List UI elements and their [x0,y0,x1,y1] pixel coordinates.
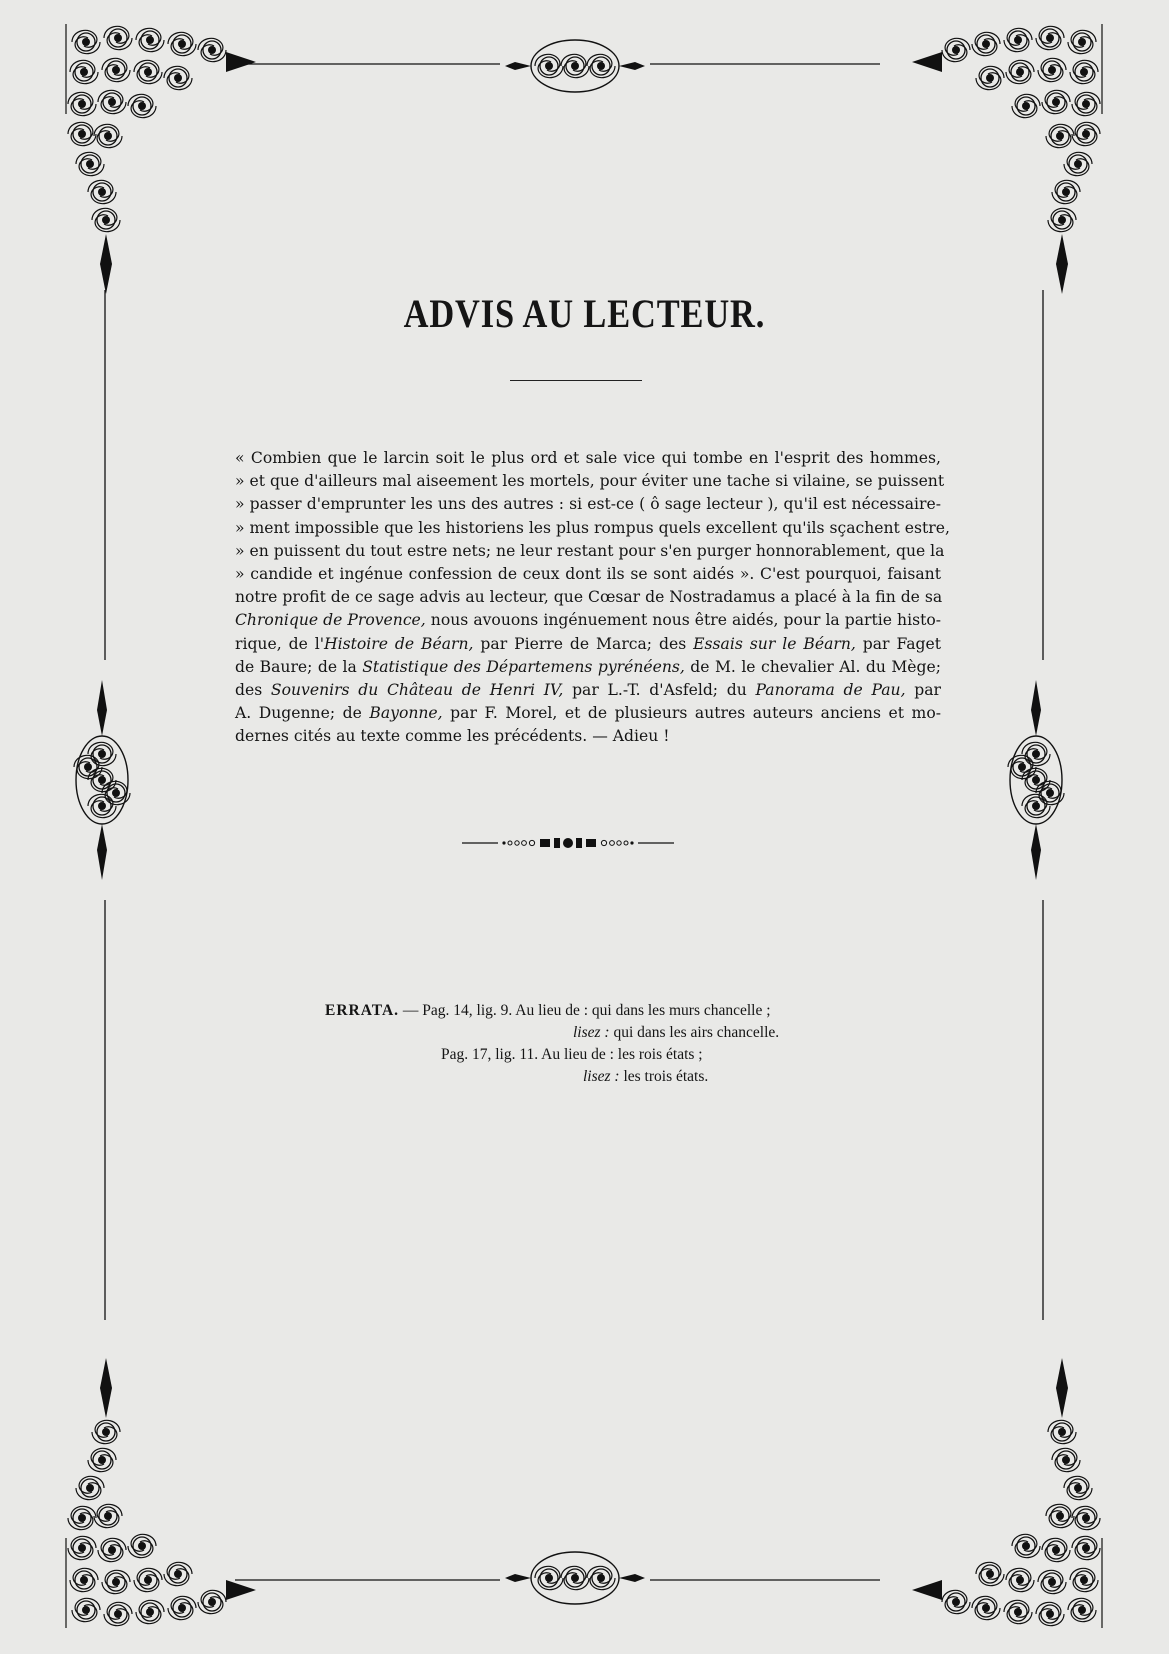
paragraph-text: de Baure; de la [235,657,363,676]
body-paragraph [235,447,950,749]
errata-dash: — [399,1002,423,1019]
title-rule [510,380,642,381]
paragraph-line: dernes cités au texte comme les précédents. — Adieu ! [235,727,670,746]
paragraph-text: par [905,681,941,700]
paragraph-line [235,609,941,632]
paragraph-text: de M. le chevalier Al. du Mège; [684,657,941,676]
paragraph-line: « Combien que le larcin soit le plus ord et sale vice qui tombe en l'esprit des hommes, [235,449,941,467]
errata-fix: les trois états. [619,1068,709,1085]
paragraph-line: » en puissent du tout estre nets; ne leur restant pour s'en purger honnorablement, que la [235,541,945,560]
paragraph-line: » passer d'emprunter les uns des autres : si est-ce ( ô sage lecteur ), qu'il est nécessaire- [235,495,941,514]
lisez-label: lisez : [573,1024,610,1041]
errata-entry: Pag. 14, lig. 9. Au lieu de : qui dans les murs chancelle ; [422,1002,771,1019]
paragraph-text: A. Dugenne; de [235,704,370,723]
paragraph-line: » et que d'ailleurs mal aiseement les mortels, pour éviter une tache si vilaine, se puissent [235,472,945,491]
errata-block [325,1000,845,1088]
paragraph-text: par L.-T. d'Asfeld; du [563,681,756,700]
errata-entry: Pag. 17, lig. 11. Au lieu de : les rois états ; [441,1046,703,1063]
paragraph-text: nous avouons ingénuement nous être aidés, pour la partie histo- [425,611,942,630]
paragraph-text: rique, de l' [235,634,325,653]
paragraph-line: » candide et ingénue confession de ceux dont ils se sont aidés ». C'est pourquoi, faisant [235,565,941,584]
errata-correction-2 [325,1066,845,1088]
paragraph-line: » ment impossible que les historiens les plus rompus quels excellent qu'ils sçachent estre, [235,518,950,537]
italic-title: Statistique des Départemens pyrénéens, [362,657,685,676]
paragraph-line [235,656,941,679]
italic-title: Souvenirs du Château de Henri IV, [270,681,564,700]
errata-line-2 [325,1044,845,1066]
paragraph-line [235,702,941,725]
italic-title: Histoire de Béarn, [324,634,474,653]
paragraph-text: par Pierre de Marca; des [473,634,694,653]
italic-title: Chronique de Provence, [235,611,426,630]
errata-fix: qui dans les airs chancelle. [609,1024,780,1041]
paragraph-line [235,679,941,702]
italic-title: Essais sur le Béarn, [693,634,856,653]
errata-line-1 [325,1000,845,1022]
paragraph-line [235,633,941,656]
paragraph-line: notre profit de ce sage advis au lecteur, que Cœsar de Nostradamus a placé à la fin de sa [235,588,943,607]
italic-title: Panorama de Pau, [755,681,906,700]
paragraph-text: par F. Morel, et de plusieurs autres auteurs anciens et mo- [442,704,942,723]
errata-label: ERRATA. [325,1002,400,1019]
italic-title: Bayonne, [369,704,443,723]
page-title: ADVIS AU LECTEUR. [403,291,766,336]
lisez-label: lisez : [583,1068,620,1085]
errata-correction-1 [325,1022,845,1044]
ornamental-divider [462,836,674,850]
paragraph-text: des [235,681,271,700]
paragraph-text: par Faget [855,634,941,653]
